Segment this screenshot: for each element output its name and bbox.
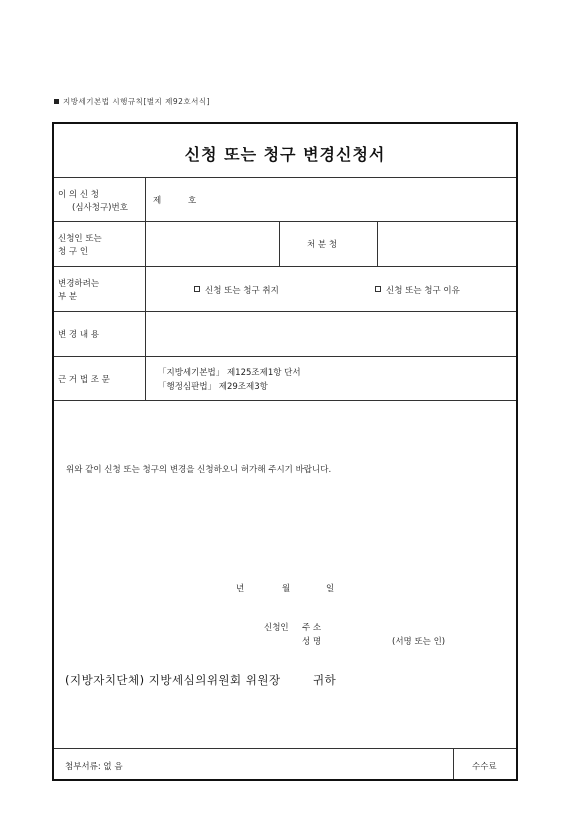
- change-part-label-line2: 부 분: [58, 292, 78, 302]
- divider-row1: [54, 221, 516, 222]
- option-purpose[interactable]: [194, 284, 279, 296]
- legal-basis-line1: 「지방세기본법」 제125조제1항 단서: [158, 368, 301, 378]
- divider-title: [54, 177, 516, 178]
- date-month: 월: [282, 584, 291, 594]
- request-statement: 위와 같이 신청 또는 청구의 변경을 신청하오니 허가해 주시기 바랍니다.: [66, 465, 332, 475]
- square-bullet-icon: [54, 99, 59, 104]
- legal-basis-line2: 「행정심판법」 제29조제3항: [158, 382, 268, 392]
- option-reason[interactable]: [375, 284, 460, 296]
- option-reason-label: 신청 또는 청구 이유: [386, 286, 460, 296]
- change-content-label: 변 경 내 용: [58, 330, 99, 340]
- divider-row2: [54, 266, 516, 267]
- signature-name: 성 명: [302, 637, 322, 647]
- date-day: 일: [326, 584, 335, 594]
- divider-footer: [54, 748, 516, 749]
- signature-note: (서명 또는 인): [392, 637, 446, 647]
- footer-divider: [453, 748, 454, 779]
- case-number-label-line2: (심사청구)번호: [72, 203, 128, 213]
- legal-basis-label: 근 거 법 조 문: [58, 375, 110, 385]
- date-year: 년: [236, 584, 245, 594]
- form-reference-note: [54, 96, 210, 107]
- applicant-label-line1: 신청인 또는: [58, 234, 102, 244]
- applicant-divider-2: [377, 221, 378, 266]
- case-number-label-line1: [58, 188, 140, 200]
- applicant-label-line2: 청 구 인: [58, 247, 89, 257]
- case-number-prefix: 제: [153, 196, 162, 206]
- addressee-body: (지방자치단체) 지방세심의위원회 위원장: [65, 673, 281, 687]
- fee-label: 수수료: [472, 762, 497, 772]
- addressee-suffix: 귀하: [313, 673, 337, 687]
- attachments-note: 첨부서류: 없 음: [65, 762, 123, 772]
- label-column-divider: [145, 177, 146, 400]
- disposition-office-label: 처 분 청: [307, 240, 338, 250]
- divider-row4: [54, 356, 516, 357]
- form-title: 신청 또는 청구 변경신청서: [184, 145, 386, 164]
- application-form: [52, 122, 518, 781]
- divider-row3: [54, 311, 516, 312]
- signature-applicant: 신청인: [264, 623, 289, 633]
- applicant-divider-1: [279, 221, 280, 266]
- checkbox-icon: [194, 286, 200, 292]
- case-number-suffix: 호: [188, 196, 197, 206]
- divider-row5: [54, 400, 516, 401]
- change-part-label-line1: 변경하려는: [58, 279, 100, 289]
- checkbox-icon: [375, 286, 381, 292]
- signature-address: 주 소: [302, 623, 322, 633]
- form-reference-text: 지방세기본법 시행규칙[별지 제92호서식]: [63, 97, 211, 106]
- option-purpose-label: 신청 또는 청구 취지: [205, 286, 279, 296]
- case-number-label-text: 이 의 신 청: [58, 190, 99, 200]
